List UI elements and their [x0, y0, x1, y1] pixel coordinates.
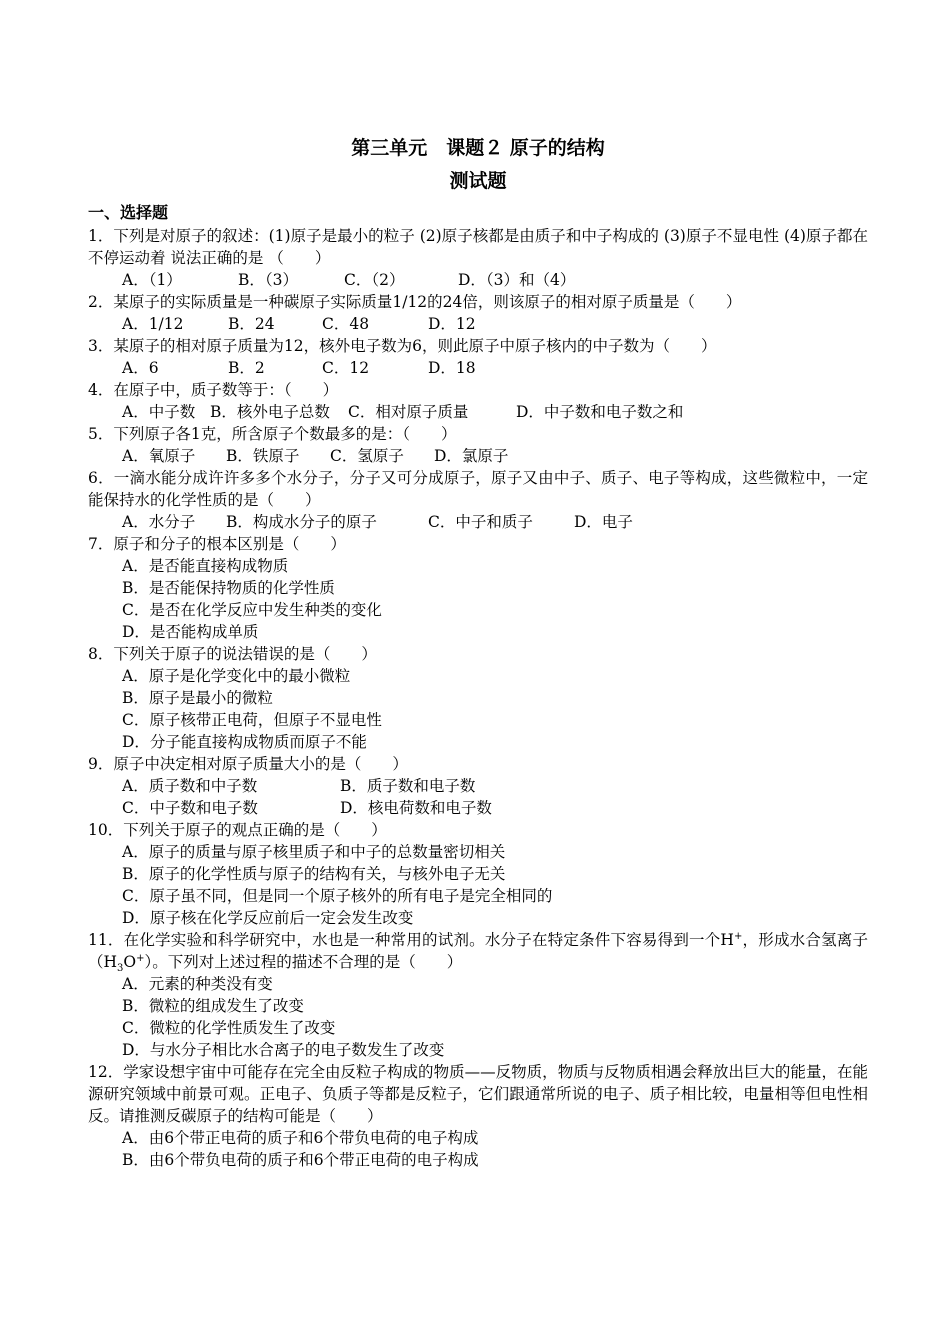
option: B．原子的化学性质与原子的结构有关，与核外电子无关 — [122, 865, 506, 883]
option: C．是否在化学反应中发生种类的变化 — [122, 601, 382, 619]
question-5-options — [88, 445, 868, 467]
question-12: 12．学家设想宇宙中可能存在完全由反粒子构成的物质——反物质，物质与反物质相遇会释放出巨大的能量，在能源研究领域中前景可观。正电子、负质子等都是反粒子，它们跟通常所说的电子、质子相比较，电量相等但电性相反。请推测反碳原子的结构可能是（ ） — [88, 1063, 868, 1125]
question-5: 5．下列原子各1克，所含原子个数最多的是：（ ） — [88, 425, 457, 443]
question-2-options — [88, 313, 868, 335]
option: A．是否能直接构成物质 — [122, 557, 289, 575]
option: C．原子核带正电荷，但原子不显电性 — [122, 711, 382, 729]
option: B．质子数和电子数 — [340, 777, 476, 795]
question-3: 3．某原子的相对原子质量为12，核外电子数为6，则此原子中原子核内的中子数为（ ） — [88, 337, 717, 355]
section-heading: 一、选择题 — [88, 203, 169, 222]
option: C．（2） — [344, 271, 405, 289]
option: D．18 — [428, 359, 476, 377]
question-9-options-row-1 — [88, 775, 868, 797]
option: B．是否能保持物质的化学性质 — [122, 579, 335, 597]
question-10: 10．下列关于原子的观点正确的是（ ） — [88, 821, 387, 839]
option: B．（3） — [238, 271, 299, 289]
option: B．原子是最小的微粒 — [122, 689, 273, 707]
question-9-options-row-2 — [88, 797, 868, 819]
option: A．（1） — [122, 271, 182, 289]
option: C．中子数和电子数 — [122, 799, 258, 817]
superscript: + — [733, 930, 743, 942]
option: A．氧原子 — [122, 447, 196, 465]
option: B．铁原子 — [226, 447, 300, 465]
option: D．12 — [428, 315, 476, 333]
question-8: 8．下列关于原子的说法错误的是（ ） — [88, 645, 377, 663]
option: A．1/12 — [122, 315, 184, 333]
option: C．原子虽不同，但是同一个原子核外的所有电子是完全相同的 — [122, 887, 553, 905]
option: D．氯原子 — [434, 447, 509, 465]
option: C．相对原子质量 — [348, 403, 469, 421]
option: D．（3）和（4） — [458, 271, 576, 289]
option: B．核外电子总数 — [210, 403, 330, 421]
question-11-text: ，形成水合氢离子（H — [88, 931, 868, 971]
question-11-text: O — [123, 953, 137, 971]
option: C．12 — [322, 359, 370, 377]
option: D．分子能直接构成物质而原子不能 — [122, 733, 367, 751]
document-page — [88, 132, 868, 1171]
option: D．中子数和电子数之和 — [516, 403, 684, 421]
option: D．核电荷数和电子数 — [340, 799, 492, 817]
subscript: 3 — [117, 963, 124, 975]
option: C．微粒的化学性质发生了改变 — [122, 1019, 336, 1037]
option: D．是否能构成单质 — [122, 623, 259, 641]
option: A．由6个带正电荷的质子和6个带负电荷的电子构成 — [122, 1129, 479, 1147]
document-title: 第三单元 课题２ 原子的结构 — [351, 137, 605, 159]
option: A．6 — [122, 359, 159, 377]
option: B．由6个带负电荷的质子和6个带正电荷的电子构成 — [122, 1151, 479, 1169]
document-subtitle: 测试题 — [449, 170, 507, 192]
option: B．2 — [228, 359, 265, 377]
question-3-options — [88, 357, 868, 379]
question-2: 2．某原子的实际质量是一种碳原子实际质量1/12的24倍，则该原子的相对原子质量是（ ） — [88, 293, 742, 311]
option: C．48 — [322, 315, 370, 333]
question-11-text: ）。下列对上述过程的描述不合理的是（ ） — [144, 953, 463, 971]
superscript: + — [136, 952, 145, 964]
question-1-options — [88, 269, 868, 291]
option: A．水分子 — [122, 513, 196, 531]
question-1: 1．下列是对原子的叙述：(1)原子是最小的粒子 (2)原子核都是由质子和中子构成的 (3)原子不显电性 (4)原子都在不停运动着 说法正确的是 （ ） — [88, 227, 868, 267]
option: A．元素的种类没有变 — [122, 975, 273, 993]
question-7: 7．原子和分子的根本区别是（ ） — [88, 535, 346, 553]
option: B．微粒的组成发生了改变 — [122, 997, 304, 1015]
option: A．质子数和中子数 — [122, 777, 258, 795]
question-11-text: 11．在化学实验和科学研究中，水也是一种常用的试剂。水分子在特定条件下容易得到一个H — [88, 931, 734, 949]
option: C．中子和质子 — [428, 513, 533, 531]
option: B．构成水分子的原子 — [226, 513, 377, 531]
option: A．中子数 — [122, 403, 196, 421]
question-6-options — [88, 511, 868, 533]
question-6: 6．一滴水能分成许许多多个水分子，分子又可分成原子，原子又由中子、质子、电子等构成，这些微粒中，一定能保持水的化学性质的是（ ） — [88, 469, 868, 509]
option: D．电子 — [574, 513, 633, 531]
option: A．原子是化学变化中的最小微粒 — [122, 667, 351, 685]
question-4: 4．在原子中，质子数等于：（ ） — [88, 381, 339, 399]
question-4-options — [88, 401, 868, 423]
option: A．原子的质量与原子核里质子和中子的总数量密切相关 — [122, 843, 506, 861]
question-9: 9．原子中决定相对原子质量大小的是（ ） — [88, 755, 408, 773]
option: D．与水分子相比水合离子的电子数发生了改变 — [122, 1041, 445, 1059]
question-11 — [88, 929, 868, 973]
option: B．24 — [228, 315, 275, 333]
option: D．原子核在化学反应前后一定会发生改变 — [122, 909, 414, 927]
option: C．氢原子 — [330, 447, 404, 465]
